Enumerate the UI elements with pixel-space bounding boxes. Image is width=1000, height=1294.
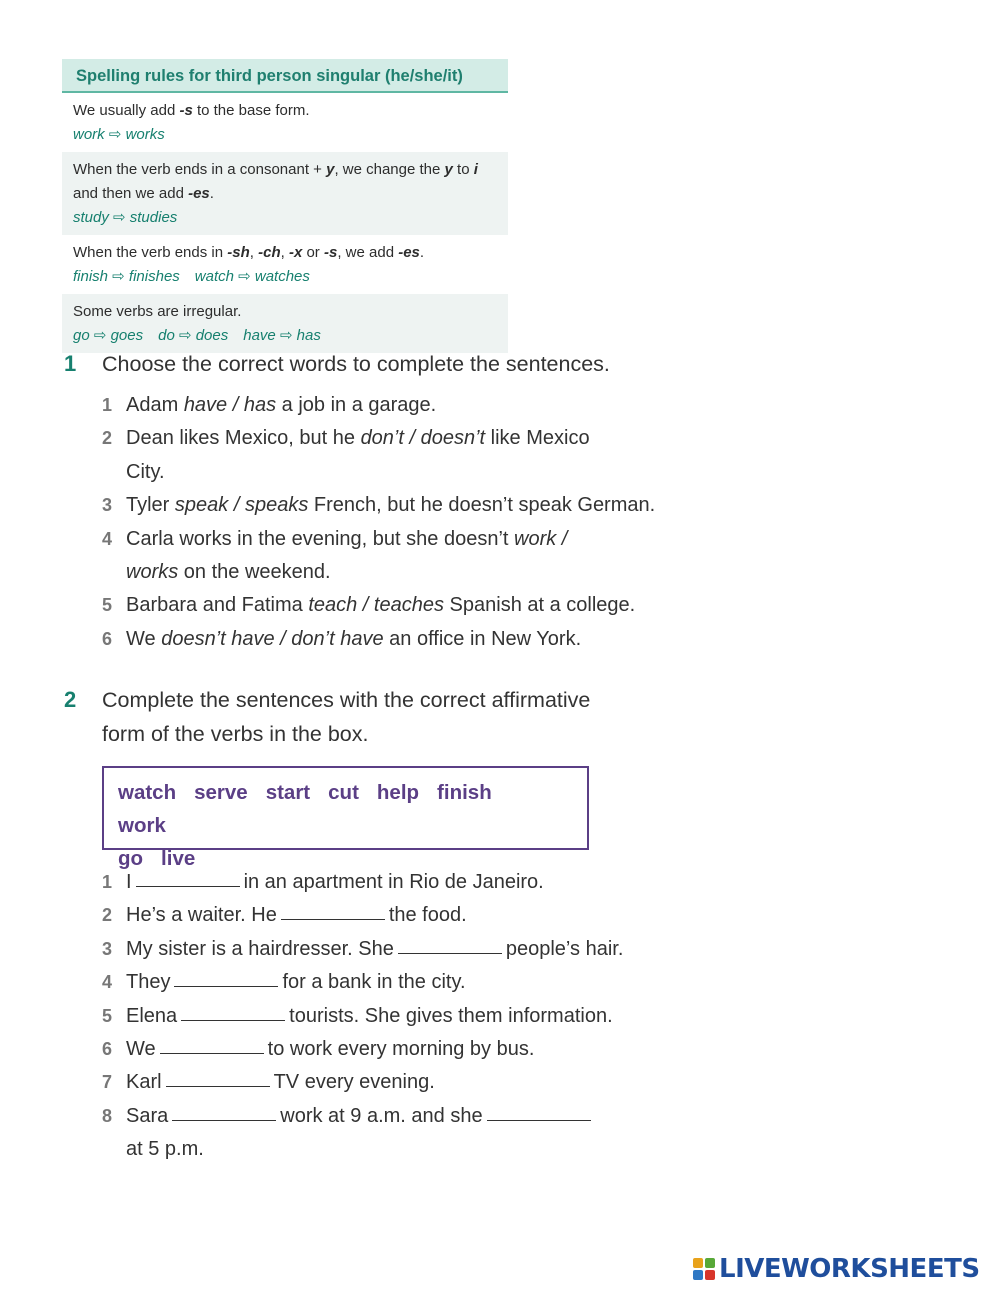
list-item: 1 I in an apartment in Rio de Janeiro.: [102, 871, 544, 893]
list-item: 3 Tyler speak / speaks French, but he doesn’t speak German.: [102, 494, 656, 517]
answer-blank[interactable]: [398, 952, 502, 954]
rule-example: do ⇨ does: [158, 327, 229, 344]
rules-title: Spelling rules for third person singular (he/she/it): [62, 59, 508, 93]
answer-blank[interactable]: [181, 1019, 285, 1021]
list-item: 6 We to work every morning by bus.: [102, 1038, 535, 1061]
list-item: 4 They for a bank in the city.: [102, 971, 466, 994]
list-item: 2 He’s a waiter. He the food.: [102, 904, 467, 927]
answer-blank[interactable]: [487, 1119, 591, 1121]
rule-example: study ⇨ studies: [73, 209, 178, 226]
word-box-item: go: [118, 847, 144, 870]
list-item: 5 Elena tourists. She gives them information.: [102, 1004, 613, 1027]
answer-blank[interactable]: [160, 1052, 264, 1054]
answer-blank[interactable]: [172, 1119, 276, 1121]
logo-icon: [693, 1258, 715, 1280]
answer-blank[interactable]: [174, 985, 278, 987]
choice-option[interactable]: have / has: [183, 394, 277, 416]
exercise-instruction: Complete the sentences with the correct affirmative form of the verbs in the box.: [102, 688, 591, 746]
word-box-item: watch: [118, 781, 177, 804]
choice-option[interactable]: works: [126, 561, 179, 584]
answer-blank[interactable]: [281, 918, 385, 920]
rule-example: work ⇨ works: [73, 126, 165, 143]
list-item: 7 Karl TV every evening.: [102, 1071, 435, 1094]
word-box-item: finish: [437, 781, 492, 804]
exercise-2-list: [102, 866, 662, 1167]
rule-example: watch ⇨ watches: [194, 268, 310, 285]
word-box-item: work: [118, 814, 166, 837]
choice-option[interactable]: work /: [514, 527, 568, 550]
rule-example: have ⇨ has: [243, 327, 321, 344]
list-item: 1 Adam have / has a job in a garage.: [102, 394, 437, 416]
rule-row: Some verbs are irregular. go ⇨ goes do ⇨ does have ⇨ has: [62, 294, 508, 353]
exercise-number: 2: [64, 687, 77, 712]
choice-option[interactable]: don’t / doesn’t: [360, 427, 486, 450]
rule-row: We usually add -s to the base form. work ⇨ works: [62, 93, 508, 152]
choice-option[interactable]: doesn’t have / don’t have: [161, 627, 384, 650]
word-box-item: help: [376, 781, 420, 804]
list-item: 5 Barbara and Fatima teach / teaches Spanish at a college.: [102, 594, 636, 617]
list-item: 6 We doesn’t have / don’t have an office in New York.: [102, 627, 582, 650]
choice-option[interactable]: teach / teaches: [308, 594, 444, 617]
exercise-1-list: [102, 389, 662, 656]
list-item: 8 Sara work at 9 a.m. and she at 5 p.m.: [102, 1100, 662, 1167]
exercise-number: 1: [64, 351, 77, 376]
list-item: 3 My sister is a hairdresser. She people’s hair.: [102, 937, 624, 960]
list-item: 4 Carla works in the evening, but she doesn’t work / works on the weekend.: [102, 527, 568, 584]
answer-blank[interactable]: [136, 885, 240, 887]
liveworksheets-logo: [693, 1252, 980, 1286]
rule-example: go ⇨ goes: [73, 327, 144, 344]
logo-text: LIVEWORKSHEETS: [719, 1254, 980, 1284]
exercise-2-heading: [64, 683, 664, 751]
word-box-item: cut: [328, 781, 359, 804]
exercise-1-heading: [64, 347, 664, 381]
choice-option[interactable]: speak / speaks: [174, 494, 309, 517]
word-box: [102, 766, 589, 870]
spelling-rules-table: [62, 59, 508, 353]
rule-row: When the verb ends in -sh, -ch, -x or -s, we add -es. finish ⇨ finishes watch ⇨ watches: [62, 235, 508, 294]
word-box-item: live: [161, 847, 196, 870]
word-box-item: serve: [194, 781, 248, 804]
word-box-item: start: [265, 781, 311, 804]
answer-blank[interactable]: [166, 1085, 270, 1087]
rule-row: When the verb ends in a consonant + y, we change the y to i and then we add -es. study ⇨ studies: [62, 152, 508, 235]
exercise-instruction: Choose the correct words to complete the sentences.: [102, 352, 610, 376]
list-item: 2 Dean likes Mexico, but he don’t / doesn’t like Mexico City.: [102, 427, 590, 483]
rule-example: finish ⇨ finishes: [73, 268, 180, 285]
